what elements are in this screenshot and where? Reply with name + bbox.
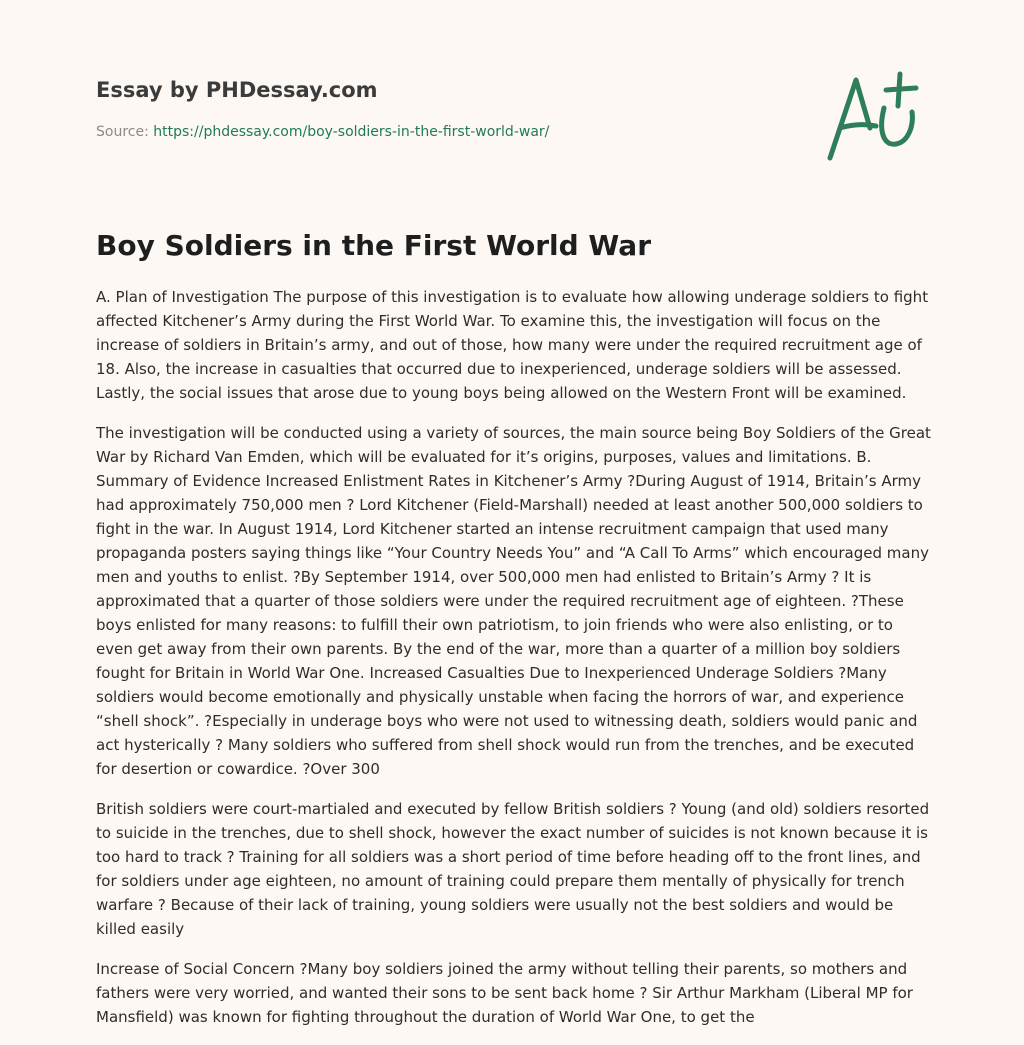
source-label: Source: bbox=[96, 124, 154, 140]
essay-body bbox=[96, 285, 934, 1045]
source-line bbox=[96, 122, 796, 142]
essay-paragraph: A. Plan of Investigation The purpose of this investigation is to evaluate how allowing underage soldiers to fight affected Kitchener’s Army during the First World War. To examine this, the investigation will focus on the increase of soldiers in Britain’s army, and out of those, how many were under the required recruitment age of 18. Also, the increase in casualties that occurred due to inexperienced, underage soldiers will be assessed. Lastly, the social issues that arose due to young boys being allowed on the Western Front will be examined. bbox=[96, 288, 929, 402]
site-brand: Essay by PHDessay.com bbox=[96, 78, 378, 102]
essay-paragraph: The investigation will be conducted using a variety of sources, the main source being Boy Soldiers of the Great War by Richard Van Emden, which will be evaluated for it’s origins, purposes, values and limitations. B. Summary of Evidence Increased Enlistment Rates in Kitchener’s Army ?During August of 1914, Britain’s Army had approximately 750,000 men ? Lord Kitchener (Field-Marshall) needed at least another 500,000 soldiers to fight in the war. In August 1914, Lord Kitchener started an intense recruitment campaign that used many propaganda posters saying things like “Your Country Needs You” and “A Call To Arms” which encouraged many men and youths to enlist. ?By September 1914, over 500,000 men had enlisted to Britain’s Army ? It is approximated that a quarter of those soldiers were under the required recruitment age of eighteen. ?These boys enlisted for many reasons: to fulfill their own patriotism, to join friends who were also enlisting, or to even get away from their own parents. By the end of the war, more than a quarter of a million boy soldiers fought for Britain in World War One. Increased Casualties Due to Inexperienced Underage Soldiers ?Many soldiers would become emotionally and physically unstable when facing the horrors of war, and experience “shell shock”. ?Especially in underage boys who were not used to witnessing death, soldiers would panic and act hysterically ? Many soldiers who suffered from shell shock would run from the trenches, and be executed for desertion or cowardice. ?Over 300 bbox=[96, 424, 931, 778]
source-link[interactable]: https://phdessay.com/boy-soldiers-in-the-first-world-war/ bbox=[153, 124, 550, 140]
essay-paragraph: Increase of Social Concern ?Many boy soldiers joined the army without telling their parents, so mothers and fathers were very worried, and wanted their sons to be sent back home ? Sir Arthur Markham (Liberal MP for Mansfield) was known for fighting throughout the duration of World War One, to get the bbox=[96, 960, 913, 1026]
essay-header bbox=[96, 76, 796, 142]
essay-paragraph: British soldiers were court-martialed and executed by fellow British soldiers ? Young (and old) soldiers resorted to suicide in the trenches, due to shell shock, however the exact number of suicides is not known because it is too hard to track ? Training for all soldiers was a short period of time before heading off to the front lines, and for soldiers under age eighteen, no amount of training could prepare them mentally of physically for trench warfare ? Because of their lack of training, young soldiers were usually not the best soldiers and would be killed easily bbox=[96, 800, 930, 938]
a-plus-logo-icon bbox=[818, 66, 928, 166]
essay-title: Boy Soldiers in the First World War bbox=[96, 229, 652, 262]
